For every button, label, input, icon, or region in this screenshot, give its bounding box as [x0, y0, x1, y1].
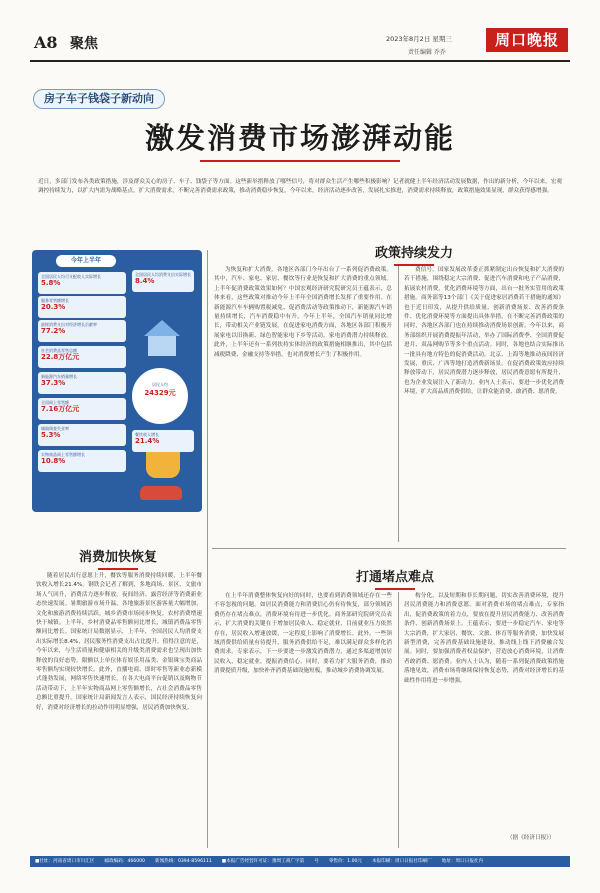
- footer-item: 本报印刷：周口日报社印刷厂: [372, 859, 432, 864]
- paragraph: 为恢复和扩大消费，各地区各部门今年出台了一系列促消费政策。其中，汽车、家电、家居、餐饮等行业是恢复和扩大消费的重点领域。上半年促消费政策效果如何？中国宏观经济研究院研究员王蕴表示，总体来看，这些政策对推动今年上半年全国消费增长发挥了重要作用。在新能源汽车车辆购置税减免、促消费活动等政策推动下，新能源汽车销量持续增长，汽车消费稳中有升。今年上半年，全国汽车销量同比增长，带动相关产业链发展。在促进家电消费方面，各地区各部门积极开展家电以旧换新、绿色智能家电下乡等活动，家电消费潜力持续释放。此外，上半年还有一系列扶持实体经济的政策措施相继推出，其中包括减税降费、金融支持等举措，也对消费增长产生了积极作用。: [214, 267, 392, 358]
- page-number: A8: [34, 33, 58, 52]
- infographic-stat: [38, 424, 126, 446]
- column-break-a: [214, 592, 392, 848]
- house-body-icon: [148, 336, 176, 356]
- infographic-stat: [38, 398, 126, 420]
- infographic-stat: [38, 346, 126, 368]
- headline-underline: [200, 160, 400, 162]
- infographic: [32, 250, 202, 512]
- top-rule: [30, 60, 570, 62]
- infographic-stat: [132, 270, 194, 292]
- section-name: 聚焦: [70, 36, 98, 52]
- center-value: 24329元: [144, 389, 176, 397]
- column-divider: [207, 250, 208, 848]
- section-heading-recovery: 消费加快恢复: [58, 546, 178, 570]
- stat-value: 37.3%: [41, 379, 66, 387]
- stat-value: 77.2%: [41, 327, 66, 335]
- section-divider: [212, 548, 566, 549]
- footer-item: 零售价：1.00元: [328, 859, 363, 864]
- footer-item: ■本报广告经营许可证：豫周工商广字第: [221, 859, 305, 864]
- stat-value: 7.16万亿元: [41, 405, 80, 413]
- stat-label: 服务零售额增长: [41, 298, 69, 303]
- infographic-stat: [38, 450, 126, 472]
- footer-item: 地址：周口日报社内: [441, 859, 484, 864]
- stat-label: 全国居民人均消费支出实际增长: [135, 272, 191, 277]
- stat-label: 社会消费品零售总额: [41, 348, 77, 353]
- newspaper-logo: 周口晚报: [486, 28, 568, 52]
- source-credit: （据《经济日报》）: [507, 835, 555, 841]
- column-recovery: [36, 572, 202, 848]
- infographic-stat: [38, 296, 126, 318]
- house-icon: [144, 320, 180, 336]
- stat-label: 全国网上零售额: [41, 400, 69, 405]
- infographic-title: 今年上半年: [56, 255, 116, 267]
- paragraph: 在上半年消费整体恢复向好的同时，也要看到消费领域还存在一些不容忽视的问题。如居民消费能力和消费信心仍有待恢复，部分领域消费仍存在堵点难点，消费环境有待进一步优化。商务部研究院研究员表示，扩大消费的关键在于增加居民收入、稳定就业，目前就业压力依然存在，居民收入增速放缓，一定程度上影响了消费增长。此外，一些领域消费供给质量有待提升，服务消费供给不足，难以满足群众多样化消费需求。专家表示，下一步要进一步激发消费潜力，通过多渠道增加居民收入，稳定就业，提振消费信心。同时，要着力扩大服务消费，推动消费提质升级，加快补齐消费基础设施短板，推动城乡消费协调发展。: [214, 593, 392, 675]
- stat-label: 新能源汽车销量增长: [41, 374, 77, 379]
- stat-value: 21.4%: [135, 437, 160, 445]
- infographic-stat: [38, 372, 126, 394]
- headline: 激发消费市场澎湃动能: [144, 121, 455, 155]
- paragraph: 构分化，以及短期和非长期问题，切实改善消费环境，提升居民消费能力和消费意愿。面对消费市场的堵点难点，专家指出，促消费政策的着力点，要放在提升居民消费能力、改善消费条件、创新消费场景上。王蕴表示，要进一步稳定汽车、家电等大宗消费，扩大家居、餐饮、文旅、体育等服务消费，加快发展新型消费，完善消费基础设施建设，推动线上线下消费融合发展。同时，要加强消费者权益保护，营造放心消费环境，让消费者敢消费、愿消费。业内人士认为，随着一系列促消费政策措施落地见效，消费市场将继续保持恢复态势，消费对经济增长的基础性作用将进一步增强。: [404, 593, 564, 684]
- kicker-tag: 房子车子钱袋子新动向: [33, 89, 165, 109]
- center-label: 居民人均: [152, 382, 168, 387]
- masthead: [0, 0, 600, 66]
- issue-date: 2023年8月2日 星期三: [386, 35, 452, 43]
- infographic-center: [132, 368, 188, 424]
- stat-label: 城镇调查失业率: [41, 426, 69, 431]
- stat-label: 全国居民人均可支配收入实际增长: [41, 274, 101, 279]
- column-divider: [398, 266, 399, 542]
- lead-paragraph: 近日，多部门发布各类政策措施，涉及群众关心的房子、车子、钱袋子等方面。这些新举措释放了哪些信号，将对群众生活产生哪些积极影响？记者就健上半年经济活动发展数据，作出的新分析，今年以来，宏观调控持续发力，以扩大内需为战略基点，扩大消费需求，不断完善消费需求政策，推动消费稳步恢复，今年以来，经济活动逐步改善，发展扎实推进，消费需求持续释放，政策措施效果显现，群众获得感增强。: [38, 179, 562, 194]
- footer-item: 新闻热线：0394-8596111: [154, 859, 212, 864]
- paragraph: 费信号。国家发展改革委正抓紧制定出台恢复和扩大消费的若干措施，围绕稳定大宗消费、促进汽车消费和电子产品消费，拓展农村消费，优化消费环境等方面，出台一批务实管用的政策措施。商务部等13个部门《关于促进家居消费若干措施的通知》也于近日印发，从提升供给质量、创新消费场景、改善消费条件、优化消费环境等方面提出具体举措。在不断完善消费政策的同时，各地区各部门也在持续推动消费场景创新。今年以来，商务部组织开展消费提振年活动，举办了国际消费季、全国消费促进月、双品网购节等多个重点活动。同时，各地也结合实际推出一批具有地方特色的促消费活动，北京、上海等地推动夜间经济发展，重庆、广西等地打造消费新场景。在促消费政策效应持续释放带动下，居民消费潜力逐步释放，居民消费意愿有所提升，也为企业发展注入了新动力。业内人士表示，要进一步优化消费环境，扩大高品质消费供给，让群众能消费、敢消费、愿消费。: [404, 267, 564, 396]
- stat-label: 实物商品网上零售额增长: [41, 452, 85, 457]
- stat-value: 10.8%: [41, 457, 66, 465]
- stat-value: 20.3%: [41, 303, 66, 311]
- infographic-stat: [132, 430, 194, 452]
- stat-value: 5.8%: [41, 279, 61, 287]
- column-policy-b: [404, 266, 564, 542]
- footer-item: ■社址：河南省周口市川汇区: [35, 859, 95, 864]
- column-policy-a: [214, 266, 392, 542]
- car-icon: [140, 486, 182, 500]
- infographic-stat: [38, 272, 126, 294]
- stat-value: 8.4%: [135, 277, 155, 285]
- paragraph: 随着居民出行意愿上升，餐饮等服务消费持续回暖，上半年餐饮收入增长21.4%。钢铁会记者了解到，多地商场、景区、文旅市场人气回升，消费活力逐步释放。夜间经济、露营经济等消费新业态快速发展。暑期旅游市场升温，各地旅游景区游客量大幅增加，文化和旅游消费持续活跃。城乡消费市场同步恢复，农村消费增速快于城镇。上半年，乡村消费品零售额同比增长，城镇消费品零售额同比增长。国家统计局数据显示，上半年，全国居民人均消费支出实际增长8.4%，居民服务性消费支出占比提升。值得注意的是，今年以来，与生活质量和健康相关的升级类消费需求也呈现出加快释放的良好态势。限额以上单位体育娱乐用品类、金银珠宝类商品零售额均实现较快增长。此外，直播电商、即时零售等新业态新模式蓬勃发展，网络零售快速增长。在各大电商平台促销以及购物节活动带动下，上半年实物商品网上零售额增长，占社会消费品零售总额比重提升。国家统计局新闻发言人表示，国民经济持续恢复向好，消费对经济增长的拉动作用明显增强，居民消费加快恢复。: [36, 573, 202, 711]
- column-break-b: [404, 592, 564, 830]
- footer-bar: [30, 856, 570, 867]
- footer-item: 号: [314, 859, 319, 864]
- stat-label: 餐饮收入增长: [135, 432, 159, 437]
- stat-label: 最终消费支出对经济增长贡献率: [41, 322, 97, 327]
- stat-value: 5.3%: [41, 431, 61, 439]
- editor-credit: 责任编辑 乔乔: [408, 49, 446, 56]
- section-heading-breakthrough: 打通堵点难点: [330, 566, 460, 590]
- section-heading-policy: 政策持续发力: [354, 242, 474, 266]
- footer-item: 邮政编码：466000: [104, 859, 145, 864]
- stat-value: 22.8万亿元: [41, 353, 80, 361]
- infographic-stat: [38, 320, 126, 342]
- column-divider: [398, 592, 399, 848]
